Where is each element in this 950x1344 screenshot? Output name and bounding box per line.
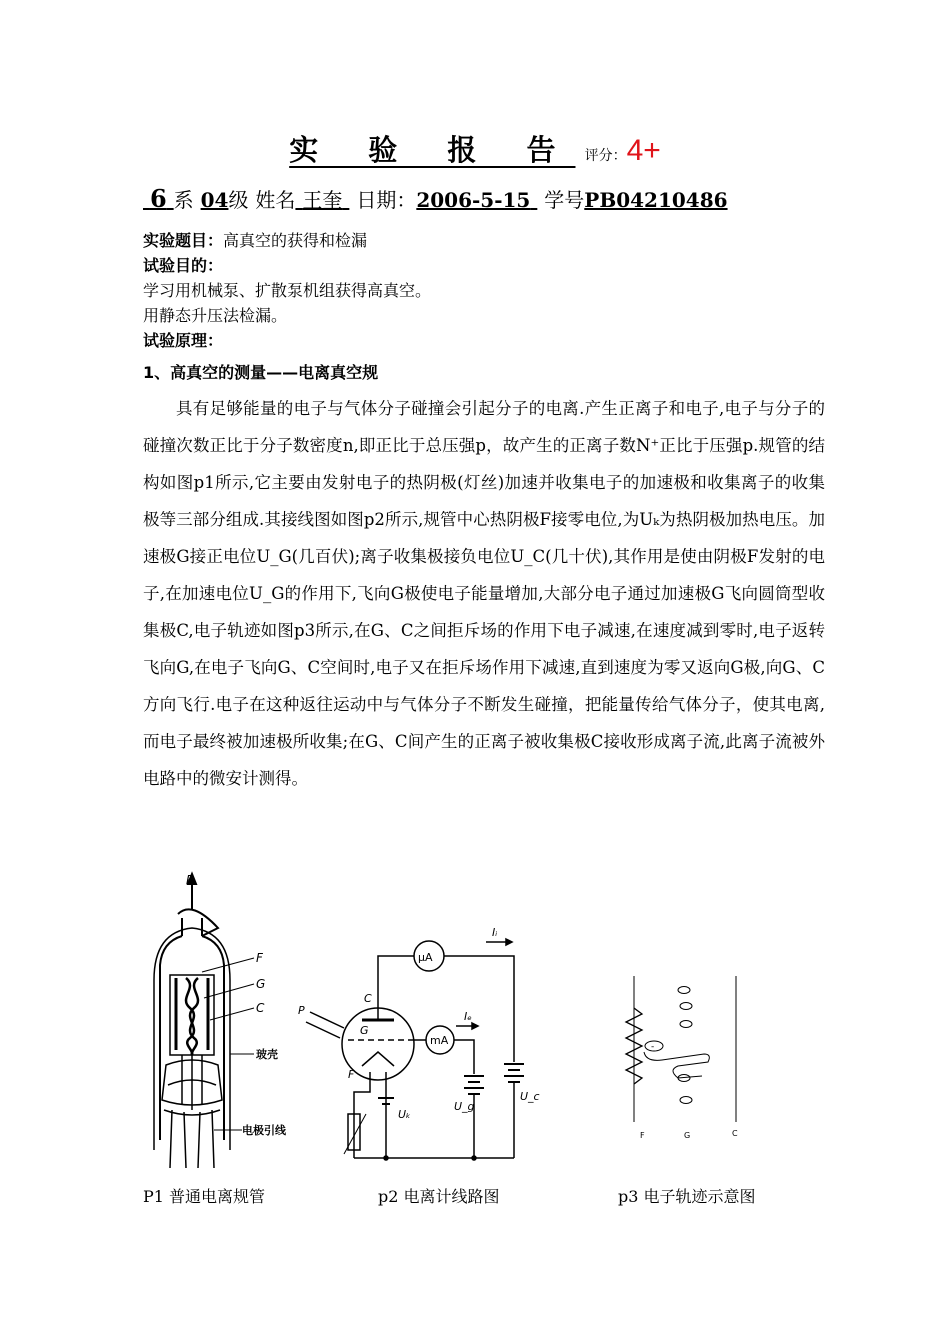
principle-paragraph	[143, 390, 825, 797]
p3-label-g: G	[684, 1131, 691, 1140]
purpose-item-2: 用静态升压法检漏。	[143, 306, 288, 325]
figure-p1-gauge	[142, 870, 317, 1170]
p2-label-uc: U_c	[520, 1090, 540, 1103]
report-title: 实 验 报 告	[289, 133, 576, 167]
topic-value: 高真空的获得和检漏	[223, 231, 368, 250]
grade-value: 04	[200, 188, 229, 212]
p2-label-c: C	[364, 992, 372, 1005]
p1-label-shell: 玻壳	[256, 1048, 278, 1061]
p3-label-f: F	[640, 1131, 645, 1140]
score-label: 评分：	[584, 148, 627, 164]
date-label: 日期：	[356, 188, 417, 212]
id-label: 学号	[544, 188, 585, 212]
topic-line	[143, 228, 367, 251]
p3-label-c: C	[732, 1129, 738, 1138]
purpose-item-1: 学习用机械泵、扩散泵机组获得高真空。	[143, 281, 432, 300]
caption-p1: P1 普通电离规管	[143, 1187, 266, 1206]
p2-label-g: G	[360, 1024, 369, 1037]
p1-label-p: P	[186, 873, 194, 887]
dept-value: 6	[149, 184, 167, 213]
topic-label: 实验题目：	[143, 231, 224, 250]
p2-label-f: F	[348, 1068, 355, 1081]
purpose-label: 试验目的：	[143, 256, 224, 275]
p2-label-uk: Uₖ	[398, 1108, 411, 1121]
score-value: 4+	[626, 134, 661, 167]
student-id-value: PB04210486	[584, 188, 728, 212]
student-info-line	[143, 184, 728, 213]
p2-label-ma: mA	[430, 1034, 449, 1047]
p2-label-ie: Iₑ	[464, 1010, 472, 1023]
name-value: 王奎	[302, 188, 343, 212]
p2-label-ug: U_g	[454, 1100, 475, 1113]
date-value: 2006-5-15	[416, 188, 531, 212]
caption-p3: p3 电子轨迹示意图	[618, 1187, 756, 1206]
p1-label-leads: 电极引线	[242, 1124, 286, 1137]
p2-label-ii: Iᵢ	[492, 926, 498, 939]
caption-p2: p2 电离计线路图	[378, 1187, 500, 1206]
p3-label-minus: -	[651, 1042, 655, 1052]
dept-label: 系	[173, 188, 194, 212]
grade-label: 级	[228, 188, 249, 212]
figure-p3-trajectory	[618, 966, 753, 1146]
report-header	[0, 128, 950, 169]
principle-label: 试验原理：	[143, 331, 224, 350]
p1-label-c: C	[256, 1001, 265, 1015]
section1-heading: 1、高真空的测量——电离真空规	[143, 363, 379, 382]
p2-label-ua: μA	[418, 951, 433, 964]
principle-text: 具有足够能量的电子与气体分子碰撞会引起分子的电离.产生正离子和电子,电子与分子的碰撞次数正比于分子数密度n,即正比于总压强p，故产生的正离子数N⁺正比于压强p.规管的结构如图p1所示,它主要由发射电子的热阴极(灯丝)加速并收集电子的加速极和收集离子的收集极等三部分组成.其接线图如图p2所示,规管中心热阴极F接零电位,为Uₖ为热阴极加热电压。加速极G接正电位U_G(几百伏);离子收集极接负电位U_C(几十伏),其作用是使由阴极F发射的电子,在加速电位U_G的作用下,飞向G极使电子能量增加,大部分电子通过加速极G飞向圆筒型收集极C,电子轨迹如图p3所示,在G、C之间拒斥场的作用下电子减速,在速度减到零时,电子返转飞向G,在电子飞向G、C空间时,电子又在拒斥场作用下减速,直到速度为零又返向G极,向G、C方向飞行.电子在这种返往运动中与气体分子不断发生碰撞，把能量传给气体分子，使其电离,而电子最终被加速极所收集;在G、C间产生的正离子被收集极C接收形成离子流,此离子流被外电路中的微安计测得。	[143, 399, 825, 788]
p1-label-g: G	[256, 977, 266, 991]
p2-label-p: P	[298, 1004, 305, 1017]
name-label: 姓名	[255, 188, 296, 212]
p1-label-f: F	[256, 951, 263, 965]
figure-p2-circuit	[296, 922, 541, 1170]
